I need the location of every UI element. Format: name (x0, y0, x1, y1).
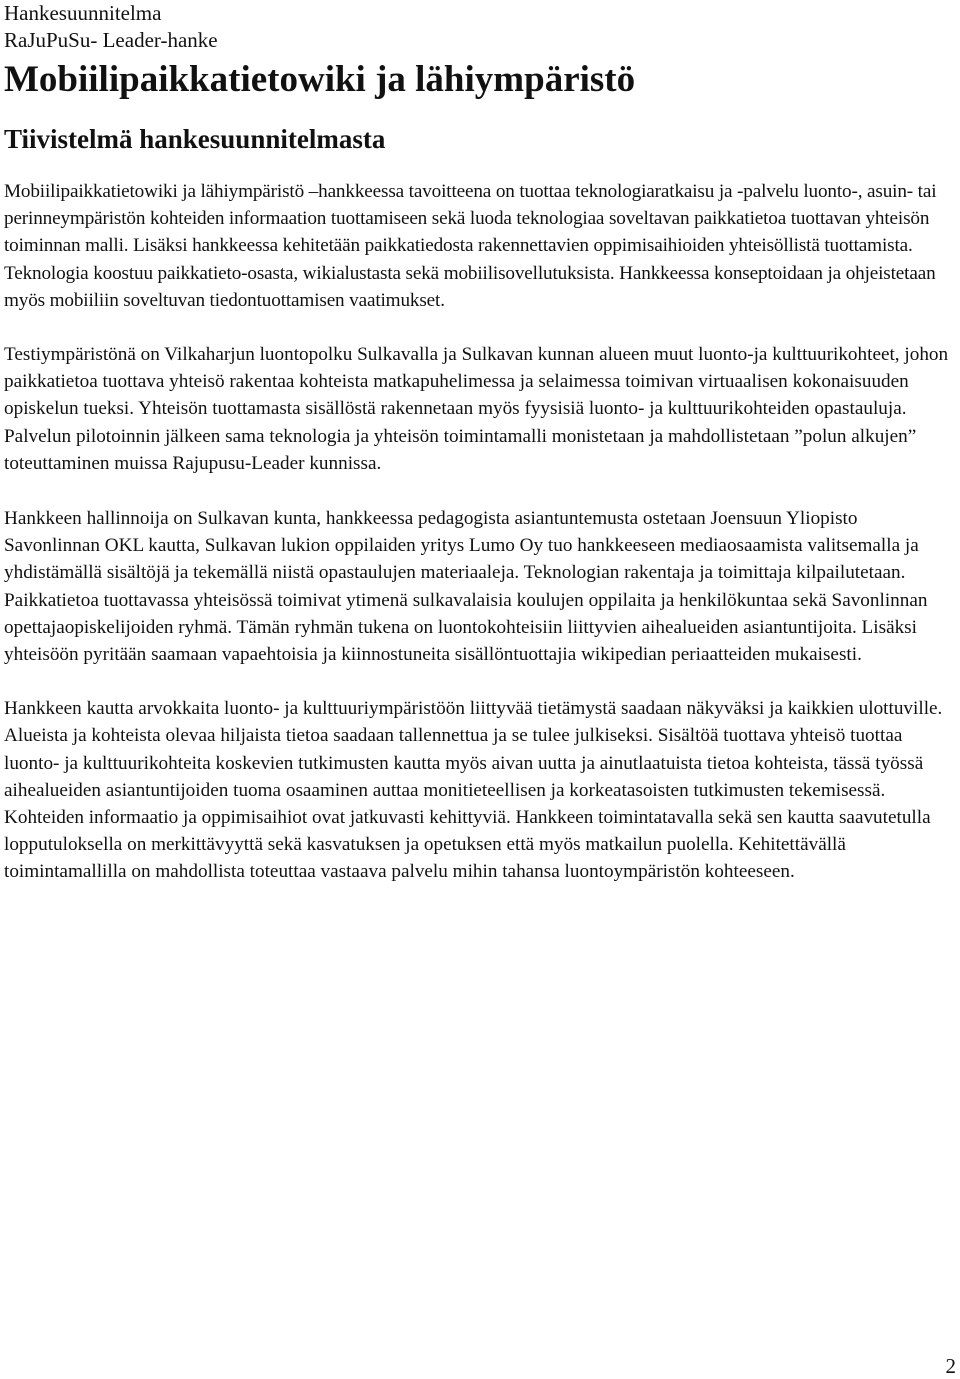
paragraph-4: Hankkeen kautta arvokkaita luonto- ja kulttuuriympäristöön liittyvää tietämystä saadaan näkyväksi ja kaikkien ulottuville. Alueista ja kohteista olevaa hiljaista tietoa saadaan tallennettua ja se tulee julkiseksi. Sisältöä tuottava yhteisö tuottaa luonto- ja kulttuurikohteita koskevien tutkimusten kautta myös aivan uutta ja ainutlaatuista tietoa kohteista, tässä työssä aihealueiden asiantuntijoiden tuoma osaaminen auttaa monitieteellisen ja korkeatasoisten tutkimusten tekemisessä. Kohteiden informaatio ja oppimisaihiot ovat jatkuvasti kehittyviä. Hankkeen toimintatavalla sekä sen kautta saavutetulla lopputuloksella on merkittävyyttä sekä kasvatuksen ja opetuksen että myös matkailun puolella. Kehitettävällä toimintamallilla on mahdollista toteuttaa vastaava palvelu mihin tahansa luontoympäristön kohteeseen. (4, 698, 943, 883)
paragraph-2: Testiympäristönä on Vilkaharjun luontopolku Sulkavalla ja Sulkavan kunnan alueen muut luonto-ja kulttuurikohteet, johon paikkatietoa tuottava yhteisö rakentaa kohteista matkapuhelimessa ja selaimessa toimivan virtuaalisen kokonaisuuden opiskelun tueksi. Yhteisön tuottamasta sisällöstä rakennetaan myös fyysisiä luonto- ja kulttuurikohteiden opastauluja. Palvelun pilotoinnin jälkeen sama teknologia ja yhteisön toimintamalli monistetaan ja mahdollistetaan ”polun alkujen” toteuttaminen muissa Rajupusu-Leader kunnissa. (4, 344, 949, 474)
document-type-label: Hankesuunnitelma (4, 1, 162, 25)
project-label: RaJuPuSu- Leader-hanke (4, 28, 218, 52)
page-number: 2 (945, 1354, 956, 1378)
paragraph-3: Hankkeen hallinnoija on Sulkavan kunta, hankkeessa pedagogista asiantuntemusta ostetaan Joensuun Yliopisto Savonlinnan OKL kautta, Sulkavan lukion oppilaiden yritys Lumo Oy tuo hankkeeseen mediaosaamista valitsemalla ja yhdistämällä sisältöjä ja tekemällä niistä opastaulujen materiaaleja. Teknologian rakentaja ja toimittaja kilpailutetaan. Paikkatietoa tuottavassa yhteisössä toimivat ytimenä sulkavalaisia koulujen oppilaita ja henkilökuntaa sekä Savonlinnan opettajaopiskelijoiden ryhmä. Tämän ryhmän tukena on luontokohteisiin liittyvien aihealueiden asiantuntijoita. Lisäksi yhteisöön pyritään saamaan vapaehtoisia ja kiinnostuneita sisällöntuottajia wikipedian periaatteiden mukaisesti. (4, 508, 928, 666)
document-title: Mobiilipaikkatietowiki ja lähiympäristö (4, 59, 636, 100)
paragraph-1: Mobiilipaikkatietowiki ja lähiympäristö –hankkeessa tavoitteena on tuottaa teknologiaratkaisu ja -palvelu luonto-, asuin- tai perinneympäristön kohteiden informaation tuottamiseen sekä luoda teknologiaa soveltavan paikkatietoa tuottavan yhteisön toiminnan malli. Lisäksi hankkeessa kehitetään paikkatiedosta rakennettavien oppimisaihioiden yhteisöllistä tuottamista. Teknologia koostuu paikkatieto-osasta, wikialustasta sekä mobiilisovellutuksista. Hankkeessa konseptoidaan ja ohjeistetaan myös mobiiliin soveltuvan tiedontuottamisen vaatimukset. (4, 181, 937, 311)
section-title: Tiivistelmä hankesuunnitelmasta (4, 124, 386, 154)
